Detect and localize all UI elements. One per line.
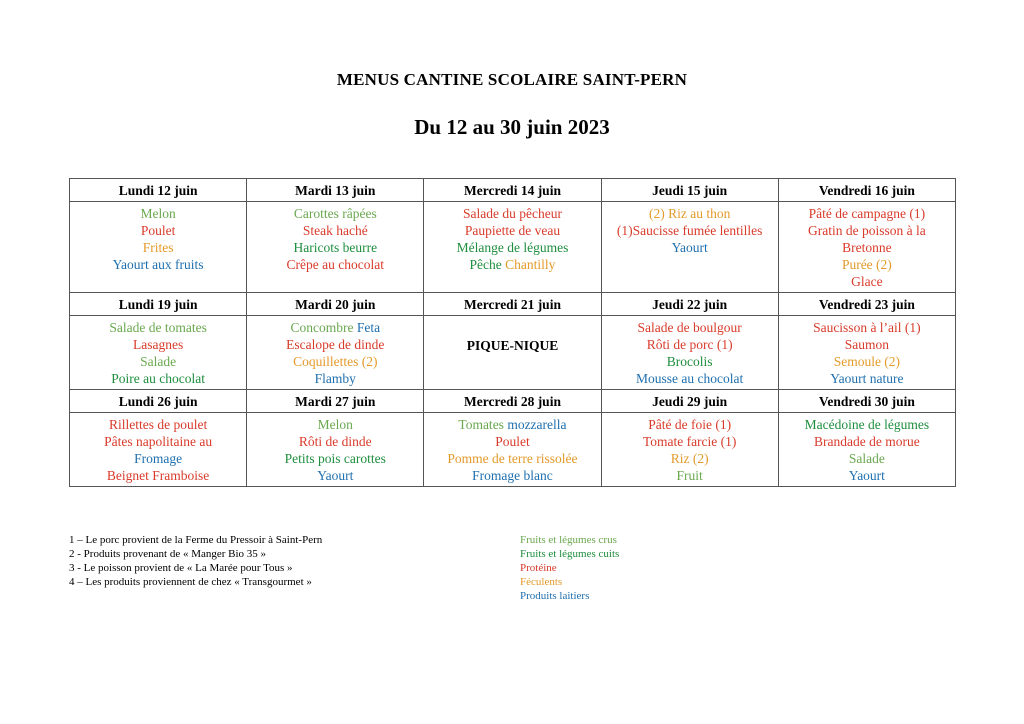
day-menu-cell [70,316,247,390]
day-header: Mercredi 21 juin [424,293,601,316]
day-menu-cell [601,413,778,487]
menu-item-text: Pâté de campagne (1) [808,206,926,221]
menu-item [72,467,244,484]
menu-item [604,222,776,239]
menu-item-text: Escalope de dinde [286,337,385,352]
menu-item [72,239,244,256]
menu-item [72,433,244,450]
menu-item-text: Macédoine de légumes [804,417,930,432]
menu-item [249,433,421,450]
menu-item [426,256,598,273]
menu-item-text: Frites [142,240,174,255]
menu-item [781,256,953,273]
menu-item-text: Saucisson à l’ail (1) [813,320,921,335]
menu-item-text: Brandade de morue [814,434,920,449]
menu-item [781,273,953,290]
menu-item [426,239,598,256]
menu-item [72,370,244,387]
day-menu-cell [778,413,955,487]
week-header-row [70,390,956,413]
menu-item [781,416,953,433]
menu-item [426,222,598,239]
week-menu-row [70,316,956,390]
day-header: Jeudi 22 juin [601,293,778,316]
menu-item [72,319,244,336]
day-header: Mercredi 28 juin [424,390,601,413]
day-header: Jeudi 29 juin [601,390,778,413]
menu-item [72,222,244,239]
menu-item [249,205,421,222]
menu-item [249,222,421,239]
menu-item [426,450,598,467]
menu-item-text: Carottes râpées [293,206,377,221]
menu-item-text: Gratin de poisson à la [808,223,926,238]
menu-item-text: Yaourt [671,240,708,255]
menu-item [781,319,953,336]
day-header: Mercredi 14 juin [424,179,601,202]
menu-item-text: Mélange de légumes [456,240,569,255]
legend-item: Féculents [520,576,563,588]
day-header: Mardi 27 juin [247,390,424,413]
menu-item-text: Rôti de porc (1) [646,337,733,352]
day-header: Lundi 26 juin [70,390,247,413]
menu-item [781,205,953,222]
menu-item-text: Petits pois carottes [284,451,386,466]
day-menu-cell [70,202,247,293]
day-menu-cell [778,202,955,293]
menu-item [426,416,598,433]
menu-item [426,205,598,222]
menu-item-text: Concombre [290,320,357,335]
menu-item [604,205,776,222]
menu-item [604,450,776,467]
menu-item-text: Saumon [844,337,889,352]
note-item: 4 – Les produits proviennent de chez « Transgourmet » [69,576,312,588]
menu-item [604,416,776,433]
menu-item [72,256,244,273]
menu-item [72,353,244,370]
menu-item-text: Brocolis [666,354,713,369]
week-menu-row [70,202,956,293]
day-menu-cell [70,413,247,487]
day-menu-cell [424,202,601,293]
day-menu-cell [778,316,955,390]
menu-item-text: Riz (2) [670,451,709,466]
menu-item-text: Haricots beurre [293,240,378,255]
day-header: Lundi 19 juin [70,293,247,316]
special-event-label: PIQUE-NIQUE [466,338,559,353]
menu-item-text: Salade [848,451,885,466]
menu-item-text: Salade de boulgour [637,320,742,335]
menu-item [249,450,421,467]
menu-item-text: Steak haché [302,223,368,238]
menu-item-text: Glace [851,274,883,289]
legend-item: Fruits et légumes cuits [520,548,620,560]
menu-item-text: Pêche [469,257,506,272]
day-menu-cell [247,413,424,487]
page-title: MENUS CANTINE SCOLAIRE SAINT-PERN [336,70,688,89]
color-legend [520,533,619,603]
legend-item: Fruits et légumes crus [520,534,617,546]
menu-item-text: Lasagnes [132,337,184,352]
menu-item-text: Rôti de dinde [298,434,372,449]
day-header: Vendredi 30 juin [778,390,955,413]
week-header-row [70,293,956,316]
menu-item-text: Salade [140,354,177,369]
menu-item-text: Pâtes napolitaine au [104,434,213,449]
note-item: 3 - Le poisson provient de « La Marée pour Tous » [69,562,293,574]
menu-item-text: Salade du pêcheur [462,206,562,221]
day-header: Lundi 12 juin [70,179,247,202]
day-header: Jeudi 15 juin [601,179,778,202]
day-menu-cell [247,316,424,390]
menu-item-text: Purée (2) [841,257,892,272]
menu-item-text: Paupiette de veau [464,223,561,238]
menu-item-text: Fromage [134,451,183,466]
menu-item [604,319,776,336]
legend-item: Produits laitiers [520,590,590,602]
day-header: Mardi 20 juin [247,293,424,316]
menu-item-text: Beignet Framboise [106,468,210,483]
menu-item [781,467,953,484]
menu-item [249,336,421,353]
menu-item-text: Pomme de terre rissolée [447,451,578,466]
day-menu-cell [601,202,778,293]
menu-item-text: Poulet [140,223,176,238]
menu-item-text: Fromage blanc [472,468,553,483]
menu-item-text: Tomate farcie (1) [642,434,737,449]
menu-item [781,222,953,239]
menu-item-text: Coquillettes (2) [293,354,378,369]
menu-item-text: Yaourt [317,468,354,483]
menu-item [249,353,421,370]
menu-item-text: Yaourt nature [830,371,904,386]
menu-item-text: (2) Riz au thon [648,206,731,221]
menu-item [604,467,776,484]
menu-item-text: Semoule (2) [833,354,901,369]
menu-item-text: Crêpe au chocolat [286,257,384,272]
menu-item [72,336,244,353]
menu-item-text: Melon [140,206,176,221]
day-header: Vendredi 16 juin [778,179,955,202]
menu-item-text: Salade de tomates [109,320,207,335]
week-header-row [70,179,956,202]
menu-item [781,353,953,370]
menu-item [72,205,244,222]
menu-item-text: Fruit [676,468,703,483]
day-menu-cell [424,316,601,390]
week-menu-row [70,413,956,487]
menu-item-text: Poulet [495,434,530,449]
menu-item [781,450,953,467]
menu-item [426,433,598,450]
menu-item-text: Rillettes de poulet [108,417,208,432]
menu-item-text: Tomates [458,417,508,432]
note-item: 1 – Le porc provient de la Ferme du Pressoir à Saint-Pern [69,534,323,546]
menu-item-text: Pâté de foie (1) [648,417,732,432]
menu-item-text: Yaourt [848,468,885,483]
menu-item [604,353,776,370]
menu-item [249,467,421,484]
menu-item-text: Flamby [314,371,356,386]
day-header: Mardi 13 juin [247,179,424,202]
menu-item [604,370,776,387]
menu-item-text: Yaourt aux fruits [112,257,204,272]
menu-item-text: Chantilly [505,257,556,272]
menu-item [781,370,953,387]
menu-item [426,467,598,484]
menu-item-text: (1)Saucisse fumée lentilles [616,223,763,238]
menu-item [604,336,776,353]
menu-item [604,239,776,256]
menu-item [72,450,244,467]
legend-item: Protéine [520,562,557,574]
menu-item [781,336,953,353]
menu-table [69,178,956,487]
menu-item-text: Bretonne [842,240,892,255]
menu-item [781,239,953,256]
menu-item-text: Mousse au chocolat [636,371,744,386]
menu-item [249,239,421,256]
menu-item-text: Melon [317,417,353,432]
day-menu-cell [424,413,601,487]
menu-item-text: mozzarella [507,417,567,432]
menu-item [249,319,421,336]
menu-item [249,370,421,387]
note-item: 2 - Produits provenant de « Manger Bio 35 » [69,548,267,560]
menu-item-text: Feta [356,320,381,335]
menu-item-text: Poire au chocolat [111,371,205,386]
menu-item [72,416,244,433]
day-header: Vendredi 23 juin [778,293,955,316]
menu-item [781,433,953,450]
day-menu-cell [601,316,778,390]
notes-list [69,533,322,589]
menu-item [249,256,421,273]
day-menu-cell [247,202,424,293]
menu-item [249,416,421,433]
page-subtitle: Du 12 au 30 juin 2023 [414,115,610,139]
menu-item [604,433,776,450]
